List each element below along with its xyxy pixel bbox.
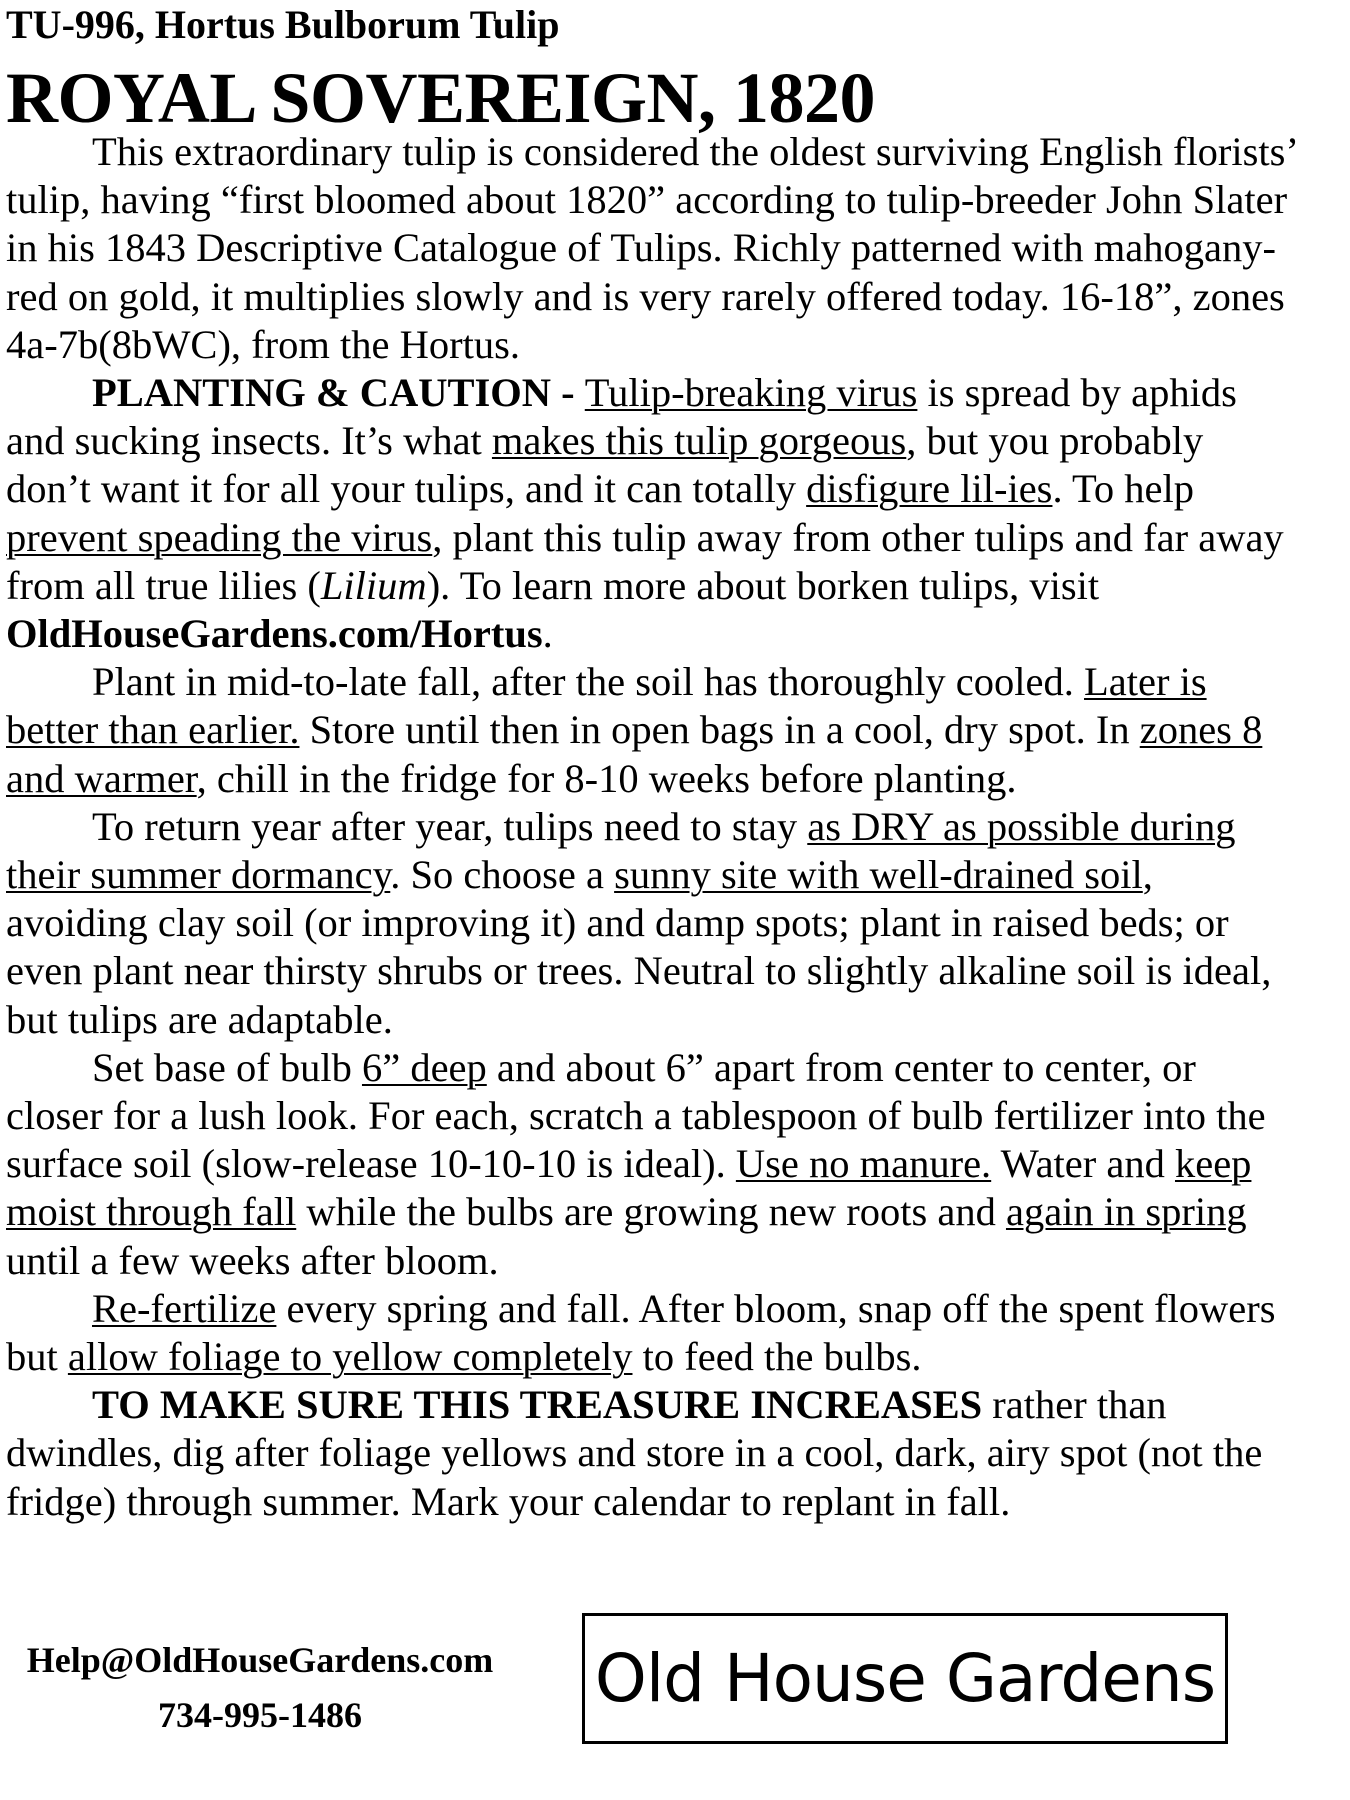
underlined-phrase: Use no manure.: [735, 1141, 992, 1187]
page-title: ROYAL SOVEREIGN, 1820: [6, 58, 876, 138]
underlined-phrase: 6” deep: [361, 1044, 487, 1090]
text-run: Water and: [991, 1141, 1175, 1187]
text-run: . To help: [1052, 466, 1194, 512]
planting-caution-paragraph: [6, 369, 1296, 658]
text-run: , chill in the fridge for 8-10 weeks before planting.: [196, 755, 1017, 801]
product-code-line: TU-996, Hortus Bulborum Tulip: [6, 2, 560, 47]
underlined-phrase: sunny site with well-drained soil: [614, 852, 1143, 898]
underlined-phrase: allow foliage to yellow completely: [67, 1334, 633, 1380]
caution-heading: PLANTING & CAUTION -: [92, 370, 585, 416]
text-run: is spread by aphids and sucking insects. It’s what: [6, 370, 1237, 464]
underlined-phrase: prevent speading the virus: [6, 514, 433, 560]
text-run: until a few weeks after bloom.: [6, 1237, 499, 1283]
text-run: to feed the bulbs.: [632, 1334, 922, 1380]
description-paragraph: This extraordinary tulip is considered the oldest surviving English florists’ tulip, having “first bloomed about 1820” according to tulip-breeder John Slater in his 1843 Descriptive Catalogue of Tulips. Richly patterned with mahogany-red on gold, it multiplies slowly and is very rarely offered today. 16-18”, zones 4a-7b(8bWC), from the Hortus.: [6, 129, 1296, 367]
underlined-phrase: Re-fertilize: [92, 1285, 277, 1331]
contact-block: [10, 1633, 510, 1743]
text-run: Plant in mid-to-late fall, after the soil has thoroughly cooled.: [92, 659, 1085, 705]
text-run: and about 6” apart from center to center, or closer for a lush look. For each, scratch a tablespoon of bulb fertilizer into the surface soil (slow-release 10-10-10 is ideal).: [6, 1044, 1266, 1187]
text-run: .: [542, 611, 553, 657]
storage-paragraph: [6, 1381, 1296, 1526]
underlined-phrase: Tulip-breaking virus: [584, 370, 918, 416]
contact-email: Help@OldHouseGardens.com: [26, 1640, 494, 1680]
text-run: , but you probably don’t want it for all your tulips, and it can totally: [6, 418, 1204, 512]
underlined-phrase: as DRY as possible during their summer dormancy: [6, 803, 1236, 898]
text-run: Set base of bulb: [92, 1044, 362, 1090]
underlined-phrase: again in spring: [1005, 1189, 1247, 1235]
timing-paragraph: [6, 658, 1296, 803]
text-run: while the bulbs are growing new roots and: [296, 1189, 1006, 1235]
text-run: , plant this tulip away from other tulips and far away from all true lilies (: [6, 514, 1284, 608]
text-run: To return year after year, tulips need to stay: [92, 803, 808, 849]
depth-paragraph: [6, 1044, 1296, 1285]
text-run: , avoiding clay soil (or improving it) and damp spots; plant in raised beds; or even plant near thirsty shrubs or trees. Neutral to slightly alkaline soil is ideal, but tulips are adaptable.: [6, 852, 1272, 1042]
underlined-phrase: keep moist through fall: [6, 1141, 1252, 1235]
text-run: rather than dwindles, dig after foliage yellows and store in a cool, dark, airy spot (not the fridge) through summer. Mark your calendar to replant in fall.: [6, 1382, 1263, 1524]
text-run: Store until then in open bags in a cool, dry spot. In: [299, 707, 1140, 753]
website-link-text: OldHouseGardens.com/Hortus: [6, 611, 543, 657]
body-text: [6, 128, 1296, 1526]
latin-name: Lilium: [320, 562, 427, 608]
text-run: . So choose a: [390, 852, 615, 898]
contact-phone: 734-995-1486: [158, 1695, 362, 1735]
storage-heading: TO MAKE SURE THIS TREASURE INCREASES: [92, 1382, 983, 1428]
underlined-phrase: Later is better than earlier.: [6, 659, 1207, 753]
brand-logo: Old House Gardens: [594, 1640, 1216, 1717]
underlined-phrase: disfigure lil-ies: [806, 466, 1053, 512]
text-run: ). To learn more about borken tulips, visit: [426, 562, 1100, 608]
logo-box: [582, 1613, 1228, 1744]
underlined-phrase: makes this tulip gorgeous: [491, 418, 907, 464]
text-run: every spring and fall. After bloom, snap off the spent flowers but: [6, 1285, 1276, 1380]
underlined-phrase: zones 8 and warmer: [6, 707, 1263, 801]
site-paragraph: [6, 803, 1296, 1044]
fertilize-paragraph: [6, 1285, 1296, 1381]
